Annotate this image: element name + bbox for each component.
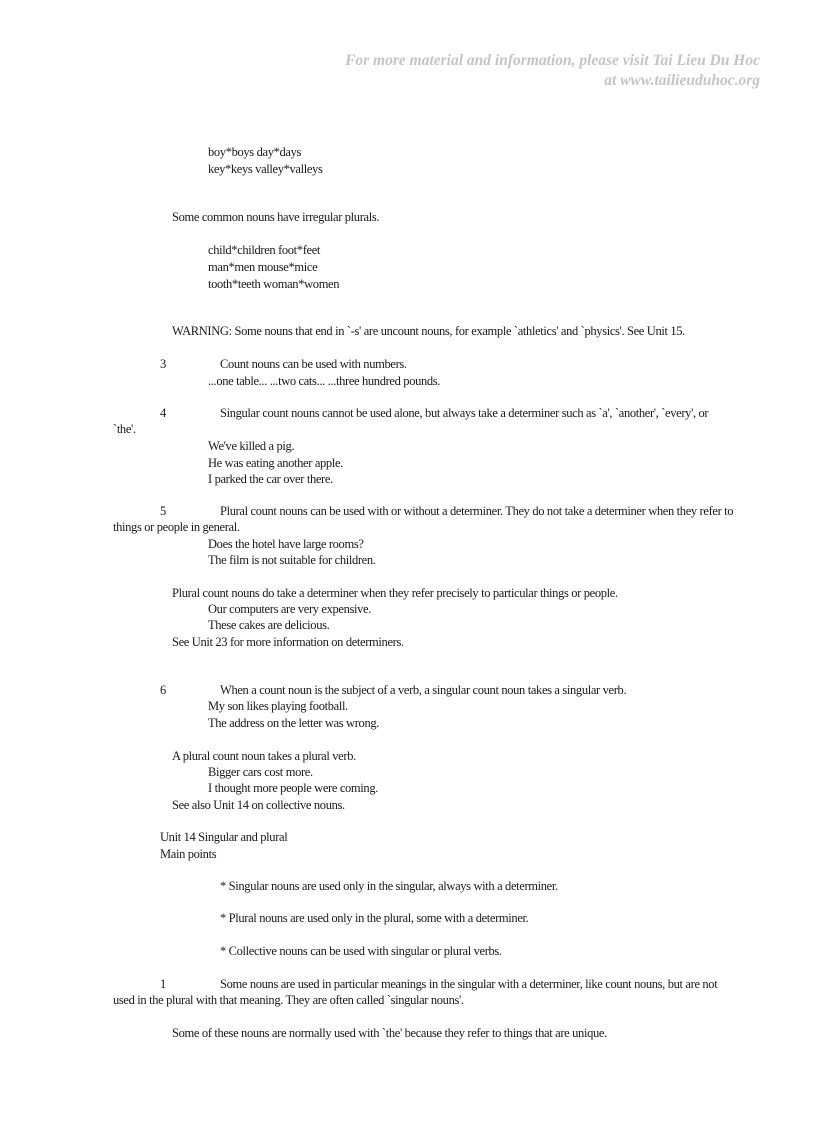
paragraph: A plural count noun takes a plural verb. [172,749,356,763]
point-text: Some nouns are used in particular meanings in the singular with a determiner, like count nouns, but are not [220,977,718,991]
see-also: See also Unit 14 on collective nouns. [172,798,345,812]
example-line: tooth*teeth woman*women [208,277,340,291]
point-number: 5 [160,504,166,518]
example-line: Does the hotel have large rooms? [208,537,364,551]
example-line: He was eating another apple. [208,456,343,470]
paragraph: Some common nouns have irregular plurals. [172,210,380,224]
example-line: Bigger cars cost more. [208,765,313,779]
point-number: 6 [160,683,166,697]
warning-paragraph: WARNING: Some nouns that end in `-s' are uncount nouns, for example `athletics' and `physics'. See Unit 15. [172,324,685,338]
example-line: I parked the car over there. [208,472,333,486]
bullet-point: * Collective nouns can be used with singular or plural verbs. [220,944,502,958]
example-line: boy*boys day*days [208,145,302,159]
example-line: key*keys valley*valleys [208,162,323,176]
example-line: The film is not suitable for children. [208,553,376,567]
bullet-point: * Singular nouns are used only in the singular, always with a determiner. [220,879,558,893]
example-line: We've killed a pig. [208,439,295,453]
point-number: 1 [160,977,166,991]
header-line-1: For more material and information, please visit Tai Lieu Du Hoc [345,52,760,69]
bullet-point: * Plural nouns are used only in the plural, some with a determiner. [220,911,529,925]
see-also: See Unit 23 for more information on determiners. [172,635,404,649]
main-points-heading: Main points [160,847,217,861]
point-text-continuation: used in the plural with that meaning. They are often called `singular nouns'. [113,993,464,1007]
example-line: The address on the letter was wrong. [208,716,380,730]
example-line: These cakes are delicious. [208,618,330,632]
paragraph: Plural count nouns do take a determiner when they refer precisely to particular things or people. [172,586,618,600]
point-text: Plural count nouns can be used with or without a determiner. They do not take a determiner when they refer to [220,504,734,518]
example-line: man*men mouse*mice [208,260,318,274]
example-line: My son likes playing football. [208,699,348,713]
point-text: Count nouns can be used with numbers. [220,357,407,371]
example-line: Our computers are very expensive. [208,602,372,616]
point-text-continuation: `the'. [113,422,136,436]
point-number: 3 [160,357,166,371]
point-text: Singular count nouns cannot be used alone, but always take a determiner such as `a', `another', `every', or [220,406,709,420]
header-line-2: at www.tailieuduhoc.org [604,72,760,89]
point-number: 4 [160,406,166,420]
unit-title: Unit 14 Singular and plural [160,830,288,844]
example-line: I thought more people were coming. [208,781,378,795]
point-text: When a count noun is the subject of a verb, a singular count noun takes a singular verb. [220,683,627,697]
paragraph: Some of these nouns are normally used with `the' because they refer to things that are unique. [172,1026,607,1040]
example-line: ...one table... ...two cats... ...three hundred pounds. [208,374,441,388]
example-line: child*children foot*feet [208,243,321,257]
point-text-continuation: things or people in general. [113,520,240,534]
